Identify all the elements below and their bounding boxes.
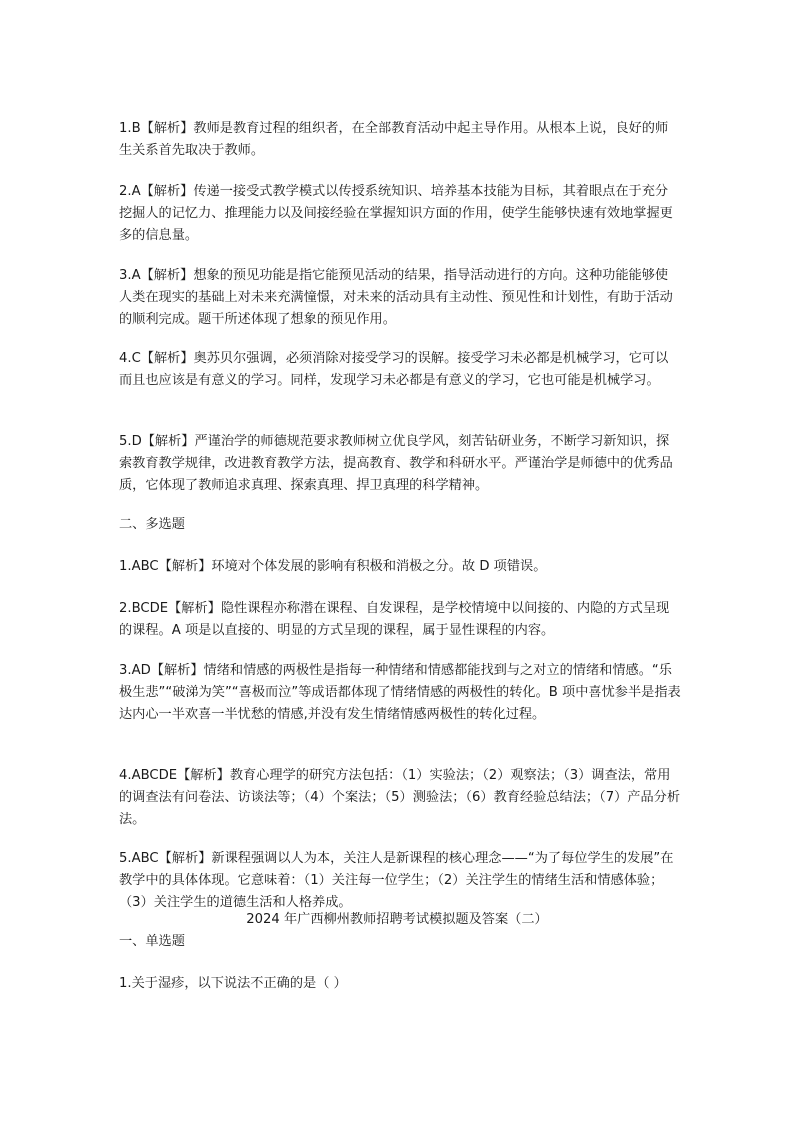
answer-multi-3: 3.AD【解析】情绪和情感的两极性是指每一种情绪和情感都能找到与之对立的情绪和情感。“乐极生悲”“破涕为笑”“喜极而泣”等成语都体现了情绪情感的两极性的转化。B 项中喜忧参半是指表达内心一半欢喜一半忧愁的情感,并没有发生情绪情感两极性的转化过程。 — [119, 663, 681, 722]
answer-single-2: 2.A【解析】传递一接受式教学模式以传授系统知识、培养基本技能为目标，其着眼点在于充分挖掘人的记忆力、推理能力以及间接经验在掌握知识方面的作用，使学生能够快速有效地掌握更多的信息量。 — [119, 184, 673, 243]
section-heading-single: 一、单选题 — [119, 934, 185, 949]
answer-multi-1: 1.ABC【解析】环境对个体发展的影响有积极和消极之分。故 D 项错误。 — [119, 559, 547, 574]
exam-title: 2024 年广西柳州教师招聘考试模拟题及答案（二） — [246, 912, 548, 927]
answer-multi-5: 5.ABC【解析】新课程强调以人为本，关注人是新课程的核心理念——“为了每位学生的发展”在教学中的具体体现。它意味着：（1）关注每一位学生；（2）关注学生的情绪生活和情感体验；（3）关注学生的道德生活和人格养成。 — [119, 851, 674, 910]
answer-single-3: 3.A【解析】想象的预见功能是指它能预见活动的结果，指导活动进行的方向。这种功能能够使人类在现实的基础上对未来充满憧憬，对未来的活动具有主动性、预见性和计划性，有助于活动的顺利完成。题干所述体现了想象的预见作用。 — [119, 268, 673, 327]
question-1: 1.关于湿疹，以下说法不正确的是（ ） — [119, 976, 347, 991]
answer-single-1: 1.B【解析】教师是教育过程的组织者，在全部教育活动中起主导作用。从根本上说，良好的师生关系首先取决于教师。 — [119, 121, 669, 158]
answer-multi-2: 2.BCDE【解析】隐性课程亦称潜在课程、自发课程，是学校情境中以间接的、内隐的方式呈现的课程。A 项是以直接的、明显的方式呈现的课程，属于显性课程的内容。 — [119, 601, 670, 638]
answer-single-4: 4.C【解析】奥苏贝尔强调，必须消除对接受学习的误解。接受学习未必都是机械学习，它可以而且也应该是有意义的学习。同样，发现学习未必都是有意义的学习，它也可能是机械学习。 — [119, 351, 669, 388]
answer-single-5: 5.D【解析】严谨治学的师德规范要求教师树立优良学风，刻苦钻研业务，不断学习新知识，探索教育教学规律，改进教育教学方法，提高教育、教学和科研水平。严谨治学是师德中的优秀品质，它体现了教师追求真理、探索真理、捍卫真理的科学精神。 — [119, 434, 673, 493]
answer-multi-4: 4.ABCDE【解析】教育心理学的研究方法包括：（1）实验法；（2）观察法；（3）调查法，常用的调查法有问卷法、访谈法等；（4）个案法；（5）测验法；（6）教育经验总结法；（7）产品分析法。 — [119, 768, 681, 827]
section-heading-multi: 二、多选题 — [119, 517, 185, 532]
